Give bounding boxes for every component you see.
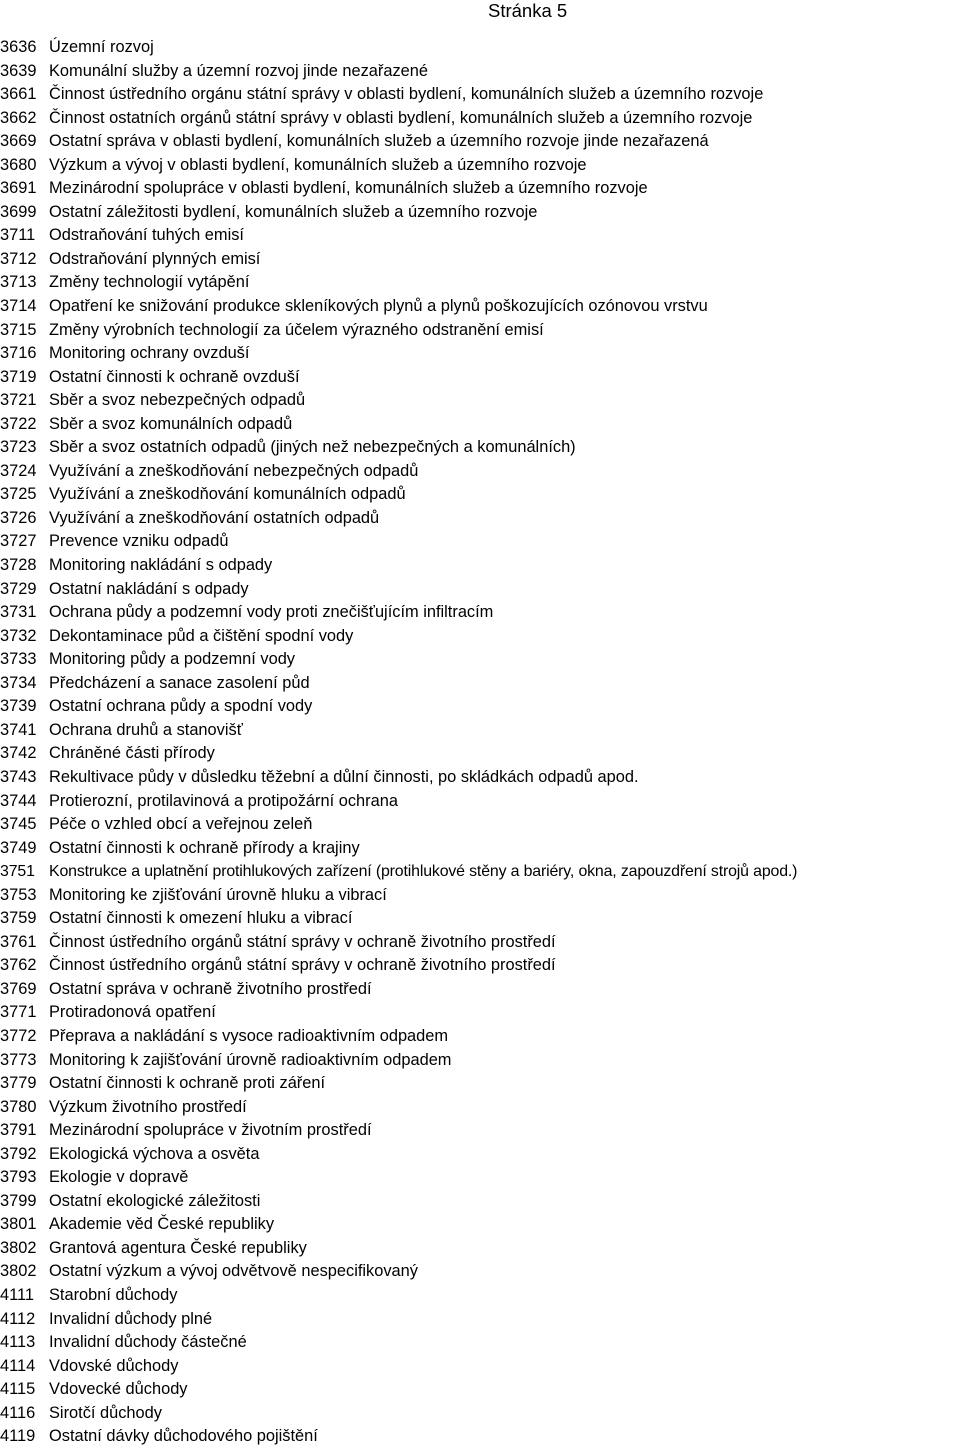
list-item: [0, 366, 960, 390]
entry-text: Vdovské důchody: [49, 1356, 179, 1375]
entry-code: 3712: [0, 249, 37, 268]
list-item: [0, 1096, 960, 1120]
entry-code: 3662: [0, 108, 37, 127]
entry-code: 3636: [0, 38, 37, 56]
list-item: [0, 1284, 960, 1308]
list-item: [0, 1166, 960, 1190]
entry-text: Dekontaminace půd a čištění spodní vody: [49, 626, 354, 645]
entry-text: Sběr a svoz nebezpečných odpadů: [49, 391, 306, 410]
list-item: [0, 107, 960, 131]
entry-text: Invalidní důchody částečné: [49, 1333, 247, 1352]
entry-text: Ochrana druhů a stanovišť: [49, 720, 243, 739]
entry-code: 3739: [0, 697, 37, 716]
entry-text: Komunální služby a územní rozvoj jinde nezařazené: [49, 61, 429, 80]
entry-text: Využívání a zneškodňování nebezpečných odpadů: [49, 461, 419, 480]
entry-text: Monitoring půdy a podzemní vody: [49, 650, 296, 669]
entry-text: Využívání a zneškodňování komunálních odpadů: [49, 485, 406, 504]
entry-code: 3726: [0, 508, 37, 527]
list-item: [0, 837, 960, 861]
entry-code: 3716: [0, 344, 37, 363]
entry-code: 3802: [0, 1238, 37, 1257]
list-item: [0, 530, 960, 554]
entry-code: 4115: [0, 1380, 36, 1399]
list-item: [0, 224, 960, 248]
list-item: [0, 695, 960, 719]
entry-code: 3751: [0, 863, 35, 881]
entry-text: Výzkum a vývoj v oblasti bydlení, komunálních služeb a územního rozvoje: [49, 155, 587, 174]
entry-text: Opatření ke snižování produkce skleníkových plynů a plynů poškozujících ozónovou vrstvu: [49, 297, 708, 316]
entry-code: 3733: [0, 650, 37, 669]
list-item: [0, 1237, 960, 1261]
list-item: [0, 36, 960, 60]
entry-text: Péče o vzhled obcí a veřejnou zeleň: [49, 815, 313, 834]
list-item: [0, 954, 960, 978]
list-item: [0, 342, 960, 366]
entry-code: 3699: [0, 202, 37, 221]
list-item: [0, 460, 960, 484]
entry-code: 3711: [0, 226, 36, 245]
entry-code: 3745: [0, 815, 37, 834]
entry-text: Ochrana půdy a podzemní vody proti znečišťujícím infiltracím: [49, 603, 494, 622]
entry-text: Sběr a svoz ostatních odpadů (jiných než nebezpečných a komunálních): [49, 438, 576, 457]
entry-text: Změny výrobních technologií za účelem výrazného odstranění emisí: [49, 320, 544, 339]
entry-text: Ostatní výzkum a vývoj odvětvově nespecifikovaný: [49, 1262, 418, 1281]
entry-code: 3724: [0, 461, 37, 480]
list-item: [0, 860, 960, 884]
entry-text: Monitoring nakládání s odpady: [49, 556, 273, 575]
entry-text: Chráněné části přírody: [49, 744, 215, 763]
list-item: [0, 554, 960, 578]
entry-code: 3729: [0, 579, 37, 598]
entry-text: Rekultivace půdy v důsledku těžební a důlní činnosti, po skládkách odpadů apod.: [49, 767, 639, 786]
entry-code: 3802: [0, 1262, 37, 1281]
entry-code: 3732: [0, 626, 37, 645]
list-item: [0, 248, 960, 272]
entry-code: 3791: [0, 1121, 37, 1140]
entry-code: 3722: [0, 414, 37, 433]
list-item: [0, 1143, 960, 1167]
list-item: [0, 790, 960, 814]
list-item: [0, 130, 960, 154]
entry-text: Odstraňování tuhých emisí: [49, 226, 244, 245]
entry-code: 3773: [0, 1050, 37, 1069]
entry-text: Ekologie v dopravě: [49, 1168, 189, 1187]
list-item: [0, 1213, 960, 1237]
entry-text: Ostatní činnosti k ochraně přírody a krajiny: [49, 838, 360, 857]
entry-text: Grantová agentura České republiky: [49, 1238, 307, 1257]
list-item: [0, 907, 960, 931]
list-item: [0, 813, 960, 837]
entry-code: 3749: [0, 838, 37, 857]
entry-code: 3714: [0, 297, 37, 316]
entry-text: Ostatní činnosti k ochraně ovzduší: [49, 367, 300, 386]
entry-text: Činnost ostatních orgánů státní správy v oblasti bydlení, komunálních služeb a územního rozvoje: [49, 108, 753, 127]
list-item: [0, 578, 960, 602]
list-item: [0, 884, 960, 908]
entry-text: Monitoring ke zjišťování úrovně hluku a vibrací: [49, 885, 387, 904]
list-item: [0, 1072, 960, 1096]
list-item: [0, 154, 960, 178]
entry-code: 3771: [0, 1003, 37, 1022]
entry-text: Ostatní záležitosti bydlení, komunálních služeb a územního rozvoje: [49, 202, 538, 221]
entry-code: 4113: [0, 1333, 36, 1352]
list-item: [0, 1119, 960, 1143]
entry-code: 3639: [0, 61, 37, 80]
entry-text: Monitoring ochrany ovzduší: [49, 344, 250, 363]
entry-text: Protiradonová opatření: [49, 1003, 216, 1022]
entry-text: Přeprava a nakládání s vysoce radioaktivním odpadem: [49, 1026, 449, 1045]
entry-code: 3772: [0, 1026, 37, 1045]
list-item: [0, 483, 960, 507]
list-item: [0, 413, 960, 437]
entry-code: 3680: [0, 155, 37, 174]
entry-text: Činnost ústředního orgánů státní správy v ochraně životního prostředí: [49, 932, 556, 951]
entry-code: 3744: [0, 791, 37, 810]
entry-code: 3762: [0, 956, 37, 975]
entry-text: Protierozní, protilavinová a protipožární ochrana: [49, 791, 398, 810]
entry-text: Ostatní ochrana půdy a spodní vody: [49, 697, 313, 716]
entry-text: Využívání a zneškodňování ostatních odpadů: [49, 508, 380, 527]
entry-code: 4112: [0, 1309, 36, 1328]
entry-text: Ostatní nakládání s odpady: [49, 579, 249, 598]
entry-code: 3793: [0, 1168, 37, 1187]
list-item: [0, 83, 960, 107]
entry-code: 3792: [0, 1144, 37, 1163]
entry-text: Územní rozvoj: [49, 38, 154, 56]
entry-code: 3669: [0, 132, 37, 151]
entry-text: Ostatní činnosti k ochraně proti záření: [49, 1074, 326, 1093]
entry-text: Starobní důchody: [49, 1285, 178, 1304]
entry-code: 3780: [0, 1097, 37, 1116]
list-item: [0, 177, 960, 201]
entry-text: Prevence vzniku odpadů: [49, 532, 229, 551]
entry-text: Předcházení a sanace zasolení půd: [49, 673, 310, 692]
entry-text: Vdovecké důchody: [49, 1380, 188, 1399]
entry-code: 3691: [0, 179, 37, 198]
list-item: [0, 1049, 960, 1073]
list-item: [0, 1190, 960, 1214]
entry-code: 3728: [0, 556, 37, 575]
entry-text: Změny technologií vytápění: [49, 273, 250, 292]
entry-code: 4111: [0, 1285, 35, 1304]
entry-code: 3779: [0, 1074, 37, 1093]
entry-code: 3725: [0, 485, 37, 504]
entry-code: 3713: [0, 273, 37, 292]
list-item: [0, 1001, 960, 1025]
entry-code: 3801: [0, 1215, 37, 1234]
list-item: [0, 1025, 960, 1049]
entry-code: 3759: [0, 909, 37, 928]
entry-text: Konstrukce a uplatnění protihlukových zařízení (protihlukové stěny a bariéry, okna, zapouzdření strojů apod.): [49, 863, 798, 881]
list-item: [0, 766, 960, 790]
entry-code: 3769: [0, 979, 37, 998]
entry-text: Ekologická výchova a osvěta: [49, 1144, 260, 1163]
classification-list: [0, 36, 960, 1449]
entry-text: Ostatní správa v oblasti bydlení, komunálních služeb a územního rozvoje jinde nezařazená: [49, 132, 709, 151]
list-item: [0, 1331, 960, 1355]
entry-code: 3731: [0, 603, 37, 622]
entry-code: 3723: [0, 438, 37, 457]
entry-text: Výzkum životního prostředí: [49, 1097, 247, 1116]
list-item: [0, 1402, 960, 1426]
entry-code: 3743: [0, 767, 37, 786]
entry-text: Invalidní důchody plné: [49, 1309, 213, 1328]
entry-text: Monitoring k zajišťování úrovně radioaktivním odpadem: [49, 1050, 452, 1069]
entry-code: 3753: [0, 885, 37, 904]
list-item: [0, 1355, 960, 1379]
entry-code: 3742: [0, 744, 37, 763]
list-item: [0, 931, 960, 955]
page-number-header: Stránka 5: [488, 0, 568, 21]
list-item: [0, 648, 960, 672]
entry-code: 3721: [0, 391, 37, 410]
entry-code: 3799: [0, 1191, 37, 1210]
entry-text: Činnost ústředního orgánu státní správy v oblasti bydlení, komunálních služeb a územního rozvoje: [49, 85, 764, 104]
entry-code: 3719: [0, 367, 37, 386]
list-item: [0, 60, 960, 84]
entry-code: 3727: [0, 532, 37, 551]
entry-code: 3741: [0, 720, 37, 739]
list-item: [0, 978, 960, 1002]
entry-code: 4114: [0, 1356, 36, 1375]
list-item: [0, 1425, 960, 1449]
entry-text: Mezinárodní spolupráce v životním prostředí: [49, 1121, 372, 1140]
list-item: [0, 201, 960, 225]
list-item: [0, 601, 960, 625]
entry-text: Ostatní dávky důchodového pojištění: [49, 1427, 318, 1446]
entry-code: 3734: [0, 673, 37, 692]
entry-code: 4119: [0, 1427, 36, 1446]
list-item: [0, 1260, 960, 1284]
entry-code: 3715: [0, 320, 37, 339]
list-item: [0, 436, 960, 460]
list-item: [0, 742, 960, 766]
entry-text: Odstraňování plynných emisí: [49, 249, 261, 268]
entry-text: Ostatní činnosti k omezení hluku a vibrací: [49, 909, 353, 928]
entry-text: Sběr a svoz komunálních odpadů: [49, 414, 293, 433]
entry-text: Ostatní správa v ochraně životního prostředí: [49, 979, 372, 998]
entry-text: Sirotčí důchody: [49, 1403, 162, 1422]
entry-code: 3761: [0, 932, 37, 951]
list-item: [0, 1378, 960, 1402]
list-item: [0, 295, 960, 319]
entry-text: Mezinárodní spolupráce v oblasti bydlení, komunálních služeb a územního rozvoje: [49, 179, 648, 198]
entry-text: Akademie věd České republiky: [49, 1215, 275, 1234]
list-item: [0, 507, 960, 531]
list-item: [0, 1308, 960, 1332]
entry-text: Činnost ústředního orgánů státní správy v ochraně životního prostředí: [49, 956, 556, 975]
entry-code: 4116: [0, 1403, 36, 1422]
entry-text: Ostatní ekologické záležitosti: [49, 1191, 261, 1210]
entry-code: 3661: [0, 85, 37, 104]
list-item: [0, 672, 960, 696]
list-item: [0, 319, 960, 343]
list-item: [0, 625, 960, 649]
list-item: [0, 389, 960, 413]
list-item: [0, 271, 960, 295]
list-item: [0, 719, 960, 743]
